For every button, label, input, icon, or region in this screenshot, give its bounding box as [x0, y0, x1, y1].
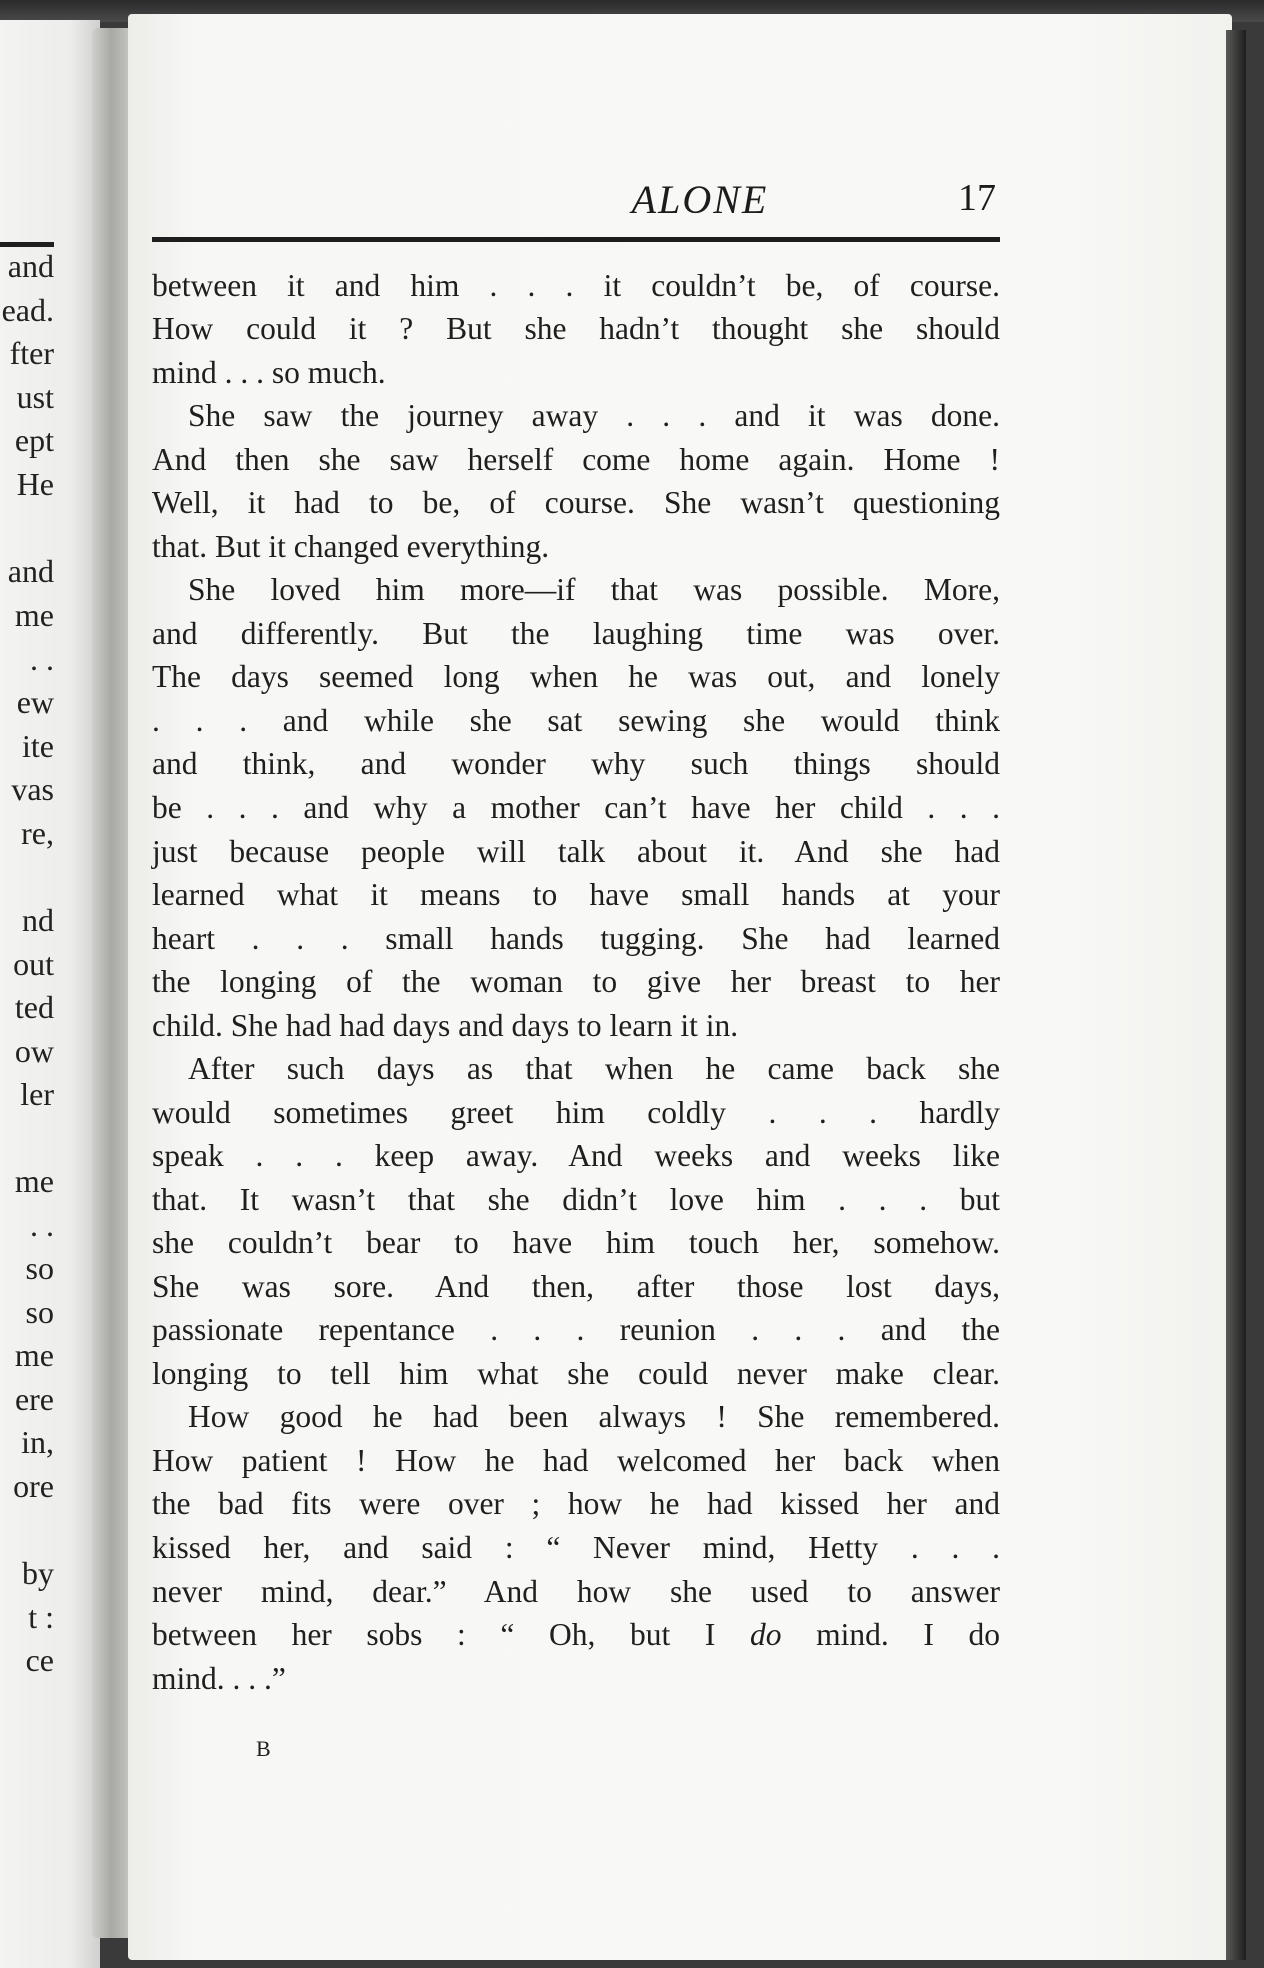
- previous-page-line: me: [14, 597, 54, 633]
- previous-page-edge: [0, 20, 100, 1968]
- previous-page-line: t :: [28, 1599, 54, 1635]
- previous-page-line: re,: [21, 815, 54, 851]
- text-line: mind . . . so much.: [152, 355, 386, 390]
- text-line: She saw the journey away . . . and it was done.: [188, 398, 1000, 433]
- previous-page-line: . .: [30, 641, 54, 677]
- previous-page-line: nd: [22, 902, 54, 938]
- text-line: The days seemed long when he was out, and lonely: [152, 659, 1000, 694]
- page-number: 17: [958, 177, 996, 219]
- previous-page-line: and: [7, 248, 54, 284]
- text-line: heart . . . small hands tugging. She had learned: [152, 921, 1000, 956]
- running-head: ALONE: [631, 177, 769, 222]
- previous-page-line: He: [16, 466, 54, 502]
- text-line: child. She had had days and days to learn it in.: [152, 1008, 739, 1043]
- text-line: between her sobs : “ Oh, but I do mind. I do: [152, 1617, 1001, 1652]
- previous-page-line: out: [13, 946, 54, 982]
- text-line: passionate repentance . . . reunion . . . and the: [152, 1312, 1000, 1347]
- previous-page-line: ite: [22, 728, 54, 764]
- previous-page-line: ce: [25, 1642, 54, 1678]
- text-line: she couldn’t bear to have him touch her, somehow.: [152, 1225, 1000, 1260]
- text-line: . . . and while she sat sewing she would think: [152, 703, 1000, 738]
- previous-page-line: ew: [16, 684, 54, 720]
- previous-page-line: vas: [11, 771, 54, 807]
- previous-page-line: fter: [9, 335, 54, 371]
- previous-page-line: in,: [21, 1424, 54, 1460]
- text-line: between it and him . . . it couldn’t be, of course.: [152, 268, 1000, 303]
- previous-page-head-rule: [0, 242, 54, 247]
- text-line: speak . . . keep away. And weeks and weeks like: [152, 1138, 1000, 1173]
- text-line: How patient ! How he had welcomed her back when: [152, 1443, 1000, 1478]
- text-line: And then she saw herself come home again. Home !: [152, 442, 1000, 477]
- header-rule: [152, 237, 1000, 242]
- text-line: She was sore. And then, after those lost days,: [152, 1269, 1000, 1304]
- previous-page-line: and: [7, 553, 54, 589]
- previous-page-line: ead.: [1, 292, 54, 328]
- previous-page-line: so: [25, 1294, 54, 1330]
- previous-page-line: ted: [14, 989, 54, 1025]
- previous-page-line: ler: [20, 1076, 54, 1112]
- previous-page-line: ore: [13, 1468, 54, 1504]
- text-line: How good he had been always ! She remembered.: [188, 1399, 1000, 1434]
- previous-page-line: me: [14, 1163, 54, 1199]
- previous-page-line: so: [25, 1250, 54, 1286]
- previous-page-line: . .: [30, 1207, 54, 1243]
- text-line: and think, and wonder why such things should: [152, 746, 1000, 781]
- signature-mark: B: [256, 1736, 272, 1761]
- emphasis: do: [750, 1617, 782, 1652]
- text-line: learned what it means to have small hands at your: [152, 877, 1000, 912]
- text-line: be . . . and why a mother can’t have her child . . .: [152, 790, 1000, 825]
- previous-page-line: by: [22, 1555, 54, 1591]
- text-line: kissed her, and said : “ Never mind, Hetty . . .: [152, 1530, 1000, 1565]
- text-line: How could it ? But she hadn’t thought she should: [152, 311, 1000, 346]
- text-line: She loved him more—if that was possible. More,: [188, 572, 1000, 607]
- previous-page-line: ust: [16, 379, 54, 415]
- previous-page-line: ept: [14, 422, 54, 458]
- text-line: and differently. But the laughing time was over.: [152, 616, 1000, 651]
- text-line: that. It wasn’t that she didn’t love him . . . but: [152, 1182, 1000, 1217]
- page-edge-shadow: [1226, 30, 1246, 1960]
- text-line: just because people will talk about it. And she had: [152, 834, 1000, 869]
- text-line: Well, it had to be, of course. She wasn’t questioning: [152, 485, 1000, 520]
- text-line: would sometimes greet him coldly . . . hardly: [152, 1095, 1000, 1130]
- text-line: longing to tell him what she could never make clear.: [152, 1356, 1000, 1391]
- text-line: mind. . . .”: [152, 1661, 286, 1696]
- text-line: that. But it changed everything.: [152, 529, 550, 564]
- previous-page-line: ow: [14, 1033, 54, 1069]
- previous-page-line: me: [14, 1337, 54, 1373]
- text-line: never mind, dear.” And how she used to answer: [152, 1574, 1000, 1609]
- previous-page-line: ere: [14, 1381, 54, 1417]
- text-line: the bad fits were over ; how he had kissed her and: [152, 1486, 1000, 1521]
- text-line: the longing of the woman to give her breast to her: [152, 964, 1000, 999]
- text-line: After such days as that when he came back she: [188, 1051, 1000, 1086]
